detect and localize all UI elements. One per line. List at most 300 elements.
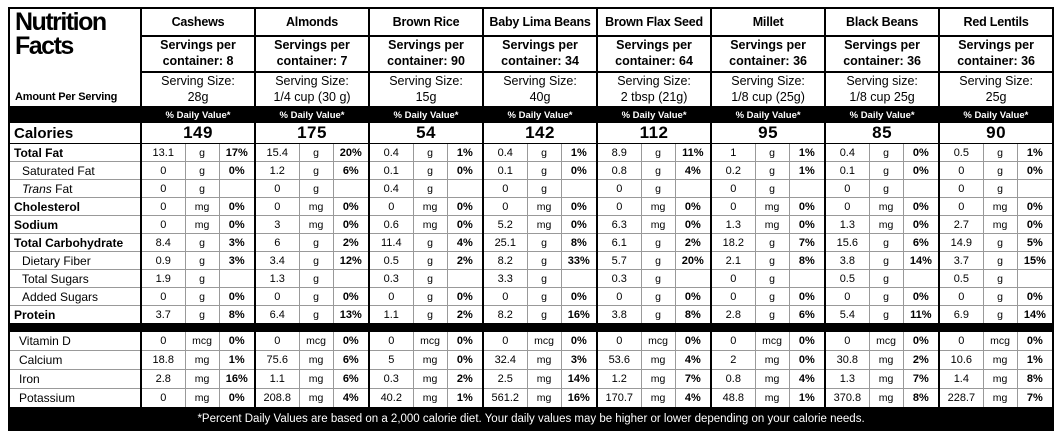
daily-value-cell: 11%	[675, 144, 711, 162]
amount-cell: 0	[825, 331, 869, 351]
daily-value-cell: 0%	[789, 198, 825, 216]
daily-value-cell: 7%	[675, 370, 711, 389]
daily-value-cell: 2%	[903, 351, 939, 370]
unit-cell: g	[299, 270, 333, 288]
daily-value-cell: 1%	[447, 389, 483, 409]
unit-cell: g	[641, 162, 675, 180]
unit-cell: g	[755, 144, 789, 162]
serving-size-cell: Serving Size: 40g	[483, 72, 597, 107]
amount-cell: 1.4	[939, 370, 983, 389]
unit-cell: mcg	[983, 331, 1017, 351]
unit-cell: g	[869, 306, 903, 325]
amount-cell: 0	[597, 180, 641, 198]
amount-cell: 0	[141, 198, 185, 216]
unit-cell: g	[641, 234, 675, 252]
amount-cell: 0	[483, 331, 527, 351]
daily-value-cell: 0%	[1017, 162, 1053, 180]
daily-value-cell: 1%	[789, 162, 825, 180]
daily-value-cell: 6%	[333, 162, 369, 180]
daily-value-cell	[219, 270, 255, 288]
daily-value-cell: 20%	[675, 252, 711, 270]
amount-cell: 2.8	[711, 306, 755, 325]
calories-label: Calories	[9, 123, 141, 144]
daily-value-cell	[675, 180, 711, 198]
daily-value-cell: 0%	[447, 216, 483, 234]
amount-cell: 3.8	[597, 306, 641, 325]
unit-cell: g	[185, 288, 219, 306]
amount-cell: 0	[597, 198, 641, 216]
unit-cell: g	[299, 144, 333, 162]
unit-cell: mg	[641, 216, 675, 234]
unit-cell: g	[869, 252, 903, 270]
amount-cell: 0.2	[711, 162, 755, 180]
product-name-cell: Brown Flax Seed	[597, 8, 711, 36]
amount-cell: 0.1	[369, 162, 413, 180]
daily-value-cell: 0%	[333, 288, 369, 306]
unit-cell: g	[641, 144, 675, 162]
amount-cell: 3.3	[483, 270, 527, 288]
unit-cell: mg	[755, 370, 789, 389]
amount-cell: 6.4	[255, 306, 299, 325]
unit-cell: mg	[527, 216, 561, 234]
unit-cell: g	[869, 288, 903, 306]
amount-cell: 0.8	[597, 162, 641, 180]
daily-value-cell: 0%	[447, 288, 483, 306]
amount-cell: 1.2	[597, 370, 641, 389]
unit-cell: mg	[527, 198, 561, 216]
unit-cell: g	[185, 144, 219, 162]
calories-value-cell: 95	[711, 123, 825, 144]
daily-value-cell: 4%	[789, 370, 825, 389]
serving-size-cell: Serving Size: 2 tbsp (21g)	[597, 72, 711, 107]
unit-cell: mg	[641, 389, 675, 409]
unit-cell: g	[185, 234, 219, 252]
daily-value-cell: 13%	[333, 306, 369, 325]
nutrient-label-cell: Protein	[9, 306, 141, 325]
amount-cell: 370.8	[825, 389, 869, 409]
unit-cell: mg	[299, 351, 333, 370]
daily-value-cell	[675, 270, 711, 288]
calories-value-cell: 112	[597, 123, 711, 144]
daily-value-cell: 4%	[675, 162, 711, 180]
amount-cell: 8.4	[141, 234, 185, 252]
daily-value-cell: 2%	[447, 306, 483, 325]
amount-cell: 1.3	[711, 216, 755, 234]
amount-cell: 0	[825, 288, 869, 306]
amount-cell: 8.2	[483, 306, 527, 325]
daily-value-cell	[903, 270, 939, 288]
unit-cell: g	[869, 234, 903, 252]
amount-cell: 2.5	[483, 370, 527, 389]
unit-cell: mg	[869, 216, 903, 234]
amount-cell: 1.1	[369, 306, 413, 325]
daily-value-cell	[219, 180, 255, 198]
unit-cell: mg	[869, 370, 903, 389]
amount-cell: 0	[597, 331, 641, 351]
amount-cell: 2.7	[939, 216, 983, 234]
daily-value-cell: 15%	[1017, 252, 1053, 270]
amount-cell: 18.2	[711, 234, 755, 252]
unit-cell: mg	[185, 216, 219, 234]
daily-value-cell: 3%	[561, 351, 597, 370]
servings-per-container-cell: Servings per container: 34	[483, 36, 597, 72]
unit-cell: mcg	[527, 331, 561, 351]
unit-cell: mg	[755, 216, 789, 234]
unit-cell: g	[413, 180, 447, 198]
unit-cell: mg	[755, 389, 789, 409]
daily-value-cell: 14%	[903, 252, 939, 270]
unit-cell: g	[983, 162, 1017, 180]
amount-cell: 0.5	[825, 270, 869, 288]
unit-cell: mg	[527, 370, 561, 389]
daily-value-cell: 8%	[561, 234, 597, 252]
unit-cell: g	[983, 180, 1017, 198]
product-name-cell: Brown Rice	[369, 8, 483, 36]
unit-cell: g	[527, 234, 561, 252]
daily-value-cell	[789, 270, 825, 288]
unit-cell: g	[755, 306, 789, 325]
daily-value-cell: 0%	[903, 144, 939, 162]
unit-cell: mg	[299, 370, 333, 389]
calories-value-cell: 175	[255, 123, 369, 144]
unit-cell: mg	[983, 389, 1017, 409]
amount-cell: 15.6	[825, 234, 869, 252]
daily-value-cell	[333, 180, 369, 198]
amount-cell: 5.7	[597, 252, 641, 270]
nutrient-label-cell: Trans Fat	[9, 180, 141, 198]
amount-cell: 6.1	[597, 234, 641, 252]
calories-value-cell: 54	[369, 123, 483, 144]
unit-cell: g	[413, 234, 447, 252]
footnote: *Percent Daily Values are based on a 2,000 calorie diet. Your daily values may be higher or lower depending on your calorie needs.	[9, 408, 1053, 430]
amount-cell: 0	[711, 180, 755, 198]
daily-value-cell: 0%	[675, 198, 711, 216]
amount-cell: 0	[255, 198, 299, 216]
servings-per-container-cell: Servings per container: 36	[825, 36, 939, 72]
daily-value-cell	[1017, 180, 1053, 198]
daily-value-cell: 0%	[675, 288, 711, 306]
daily-value-cell	[561, 180, 597, 198]
daily-value-cell	[561, 270, 597, 288]
daily-value-cell: 12%	[333, 252, 369, 270]
daily-value-cell: 7%	[789, 234, 825, 252]
product-name-cell: Almonds	[255, 8, 369, 36]
amount-cell: 0.5	[939, 270, 983, 288]
serving-size-cell: Serving Size: 25g	[939, 72, 1053, 107]
nutrition-facts-panel	[9, 8, 141, 107]
amount-cell: 0	[939, 288, 983, 306]
daily-value-cell: 2%	[447, 370, 483, 389]
unit-cell: mg	[413, 216, 447, 234]
nutrient-label-cell: Calcium	[9, 351, 141, 370]
amount-cell: 0.5	[369, 252, 413, 270]
product-name-cell: Red Lentils	[939, 8, 1053, 36]
amount-cell: 0	[939, 331, 983, 351]
unit-cell: g	[413, 306, 447, 325]
unit-cell: g	[527, 306, 561, 325]
amount-cell: 0.9	[141, 252, 185, 270]
daily-value-cell: 0%	[447, 331, 483, 351]
serving-size-cell: Serving Size: 1/8 cup (25g)	[711, 72, 825, 107]
daily-value-cell: 0%	[789, 351, 825, 370]
amount-cell: 3	[255, 216, 299, 234]
daily-value-cell: 0%	[447, 162, 483, 180]
amount-cell: 1.1	[255, 370, 299, 389]
amount-cell: 53.6	[597, 351, 641, 370]
daily-value-cell: 17%	[219, 144, 255, 162]
unit-cell: mg	[527, 389, 561, 409]
daily-value-cell: 5%	[1017, 234, 1053, 252]
nutrient-label-cell: Potassium	[9, 389, 141, 409]
serving-size-cell: Serving size: 1/8 cup 25g	[825, 72, 939, 107]
amount-cell: 0	[597, 288, 641, 306]
daily-value-cell: 0%	[903, 216, 939, 234]
daily-value-cell	[903, 180, 939, 198]
daily-value-cell: 2%	[675, 234, 711, 252]
unit-cell: g	[527, 162, 561, 180]
amount-cell: 0	[825, 180, 869, 198]
thick-divider	[9, 324, 1053, 331]
product-name-cell: Cashews	[141, 8, 255, 36]
daily-value-cell: 7%	[903, 370, 939, 389]
unit-cell: g	[299, 162, 333, 180]
daily-value-cell: 8%	[1017, 370, 1053, 389]
daily-value-cell	[447, 270, 483, 288]
unit-cell: g	[755, 252, 789, 270]
unit-cell: mg	[641, 370, 675, 389]
calories-value-cell: 142	[483, 123, 597, 144]
amount-cell: 0	[483, 288, 527, 306]
daily-value-cell: 0%	[903, 162, 939, 180]
nutrient-label-cell: Dietary Fiber	[9, 252, 141, 270]
unit-cell: g	[869, 180, 903, 198]
unit-cell: mcg	[299, 331, 333, 351]
amount-cell: 0	[141, 331, 185, 351]
amount-cell: 3.7	[141, 306, 185, 325]
daily-value-cell: 0%	[789, 288, 825, 306]
unit-cell: mg	[185, 389, 219, 409]
amount-cell: 11.4	[369, 234, 413, 252]
unit-cell: g	[413, 270, 447, 288]
unit-cell: g	[185, 252, 219, 270]
serving-size-cell: Serving Size: 28g	[141, 72, 255, 107]
amount-cell: 0.4	[483, 144, 527, 162]
serving-size-cell: Serving Size: 1/4 cup (30 g)	[255, 72, 369, 107]
daily-value-cell: 16%	[561, 389, 597, 409]
product-name-cell: Baby Lima Beans	[483, 8, 597, 36]
amount-cell: 0.1	[825, 162, 869, 180]
unit-cell: mg	[869, 389, 903, 409]
daily-value-cell: 33%	[561, 252, 597, 270]
amount-cell: 0	[369, 331, 413, 351]
servings-per-container-cell: Servings per container: 8	[141, 36, 255, 72]
daily-value-cell: 0%	[219, 331, 255, 351]
daily-value-cell: 0%	[561, 216, 597, 234]
daily-value-cell: 0%	[219, 389, 255, 409]
amount-cell: 75.6	[255, 351, 299, 370]
daily-value-header-cell: % Daily Value*	[483, 107, 597, 123]
amount-cell: 6	[255, 234, 299, 252]
daily-value-cell: 16%	[561, 306, 597, 325]
amount-cell: 0.8	[711, 370, 755, 389]
daily-value-cell: 1%	[1017, 144, 1053, 162]
amount-cell: 0.3	[369, 270, 413, 288]
daily-value-cell: 0%	[333, 198, 369, 216]
nutrient-label-cell: Total Fat	[9, 144, 141, 162]
amount-cell: 170.7	[597, 389, 641, 409]
unit-cell: mg	[755, 351, 789, 370]
title-line-2: Facts	[15, 31, 73, 60]
unit-cell: g	[755, 288, 789, 306]
daily-value-header-cell: % Daily Value*	[597, 107, 711, 123]
unit-cell: mcg	[185, 331, 219, 351]
servings-per-container-cell: Servings per container: 7	[255, 36, 369, 72]
unit-cell: mg	[413, 198, 447, 216]
daily-value-cell: 0%	[1017, 288, 1053, 306]
daily-value-header-cell: % Daily Value*	[141, 107, 255, 123]
unit-cell: g	[299, 234, 333, 252]
servings-per-container-cell: Servings per container: 36	[939, 36, 1053, 72]
unit-cell: g	[641, 288, 675, 306]
daily-value-cell: 16%	[219, 370, 255, 389]
amount-cell: 8.9	[597, 144, 641, 162]
amount-cell: 0	[141, 389, 185, 409]
amount-cell: 0	[825, 198, 869, 216]
amount-cell: 1.3	[255, 270, 299, 288]
calories-value-cell: 90	[939, 123, 1053, 144]
amount-cell: 3.8	[825, 252, 869, 270]
amount-cell: 208.8	[255, 389, 299, 409]
amount-cell: 0	[255, 180, 299, 198]
amount-cell: 5.2	[483, 216, 527, 234]
daily-value-cell	[789, 180, 825, 198]
daily-value-cell: 4%	[675, 389, 711, 409]
daily-value-cell: 8%	[789, 252, 825, 270]
amount-cell: 228.7	[939, 389, 983, 409]
unit-cell: g	[641, 306, 675, 325]
daily-value-cell: 6%	[903, 234, 939, 252]
amount-cell: 3.4	[255, 252, 299, 270]
amount-cell: 8.2	[483, 252, 527, 270]
daily-value-header-cell: % Daily Value*	[255, 107, 369, 123]
unit-cell: mg	[299, 389, 333, 409]
amount-cell: 0.4	[369, 180, 413, 198]
daily-value-cell: 6%	[789, 306, 825, 325]
daily-value-cell: 0%	[1017, 331, 1053, 351]
amount-cell: 0	[939, 198, 983, 216]
calories-value-cell: 85	[825, 123, 939, 144]
calories-value-cell: 149	[141, 123, 255, 144]
unit-cell: mcg	[869, 331, 903, 351]
serving-size-cell: Serving Size: 15g	[369, 72, 483, 107]
daily-value-cell: 0%	[675, 216, 711, 234]
unit-cell: mg	[755, 198, 789, 216]
amount-cell: 2	[711, 351, 755, 370]
unit-cell: g	[641, 252, 675, 270]
amount-cell: 0	[711, 198, 755, 216]
unit-cell: g	[299, 252, 333, 270]
amount-cell: 5.4	[825, 306, 869, 325]
unit-cell: mg	[983, 198, 1017, 216]
daily-value-cell: 0%	[903, 198, 939, 216]
amount-cell: 0	[711, 331, 755, 351]
unit-cell: g	[299, 288, 333, 306]
amount-cell: 0	[711, 270, 755, 288]
unit-cell: g	[755, 270, 789, 288]
daily-value-cell: 1%	[219, 351, 255, 370]
daily-value-cell: 3%	[219, 234, 255, 252]
unit-cell: mg	[983, 351, 1017, 370]
unit-cell: g	[413, 162, 447, 180]
unit-cell: g	[527, 180, 561, 198]
unit-cell: g	[983, 306, 1017, 325]
unit-cell: mg	[983, 216, 1017, 234]
unit-cell: mg	[185, 351, 219, 370]
unit-cell: g	[755, 180, 789, 198]
unit-cell: g	[755, 234, 789, 252]
nutrient-label-cell: Iron	[9, 370, 141, 389]
daily-value-cell: 0%	[333, 331, 369, 351]
amount-cell: 0	[483, 180, 527, 198]
amount-cell: 0	[483, 198, 527, 216]
unit-cell: mg	[983, 370, 1017, 389]
daily-value-cell: 2%	[447, 252, 483, 270]
amount-cell: 18.8	[141, 351, 185, 370]
daily-value-cell: 4%	[447, 234, 483, 252]
unit-cell: g	[983, 234, 1017, 252]
daily-value-cell: 0%	[561, 288, 597, 306]
amount-cell: 0	[141, 216, 185, 234]
amount-cell: 14.9	[939, 234, 983, 252]
nutrient-label-cell: Cholesterol	[9, 198, 141, 216]
amount-cell: 0.4	[825, 144, 869, 162]
unit-cell: g	[299, 180, 333, 198]
unit-cell: g	[527, 270, 561, 288]
unit-cell: g	[755, 162, 789, 180]
daily-value-cell: 0%	[219, 198, 255, 216]
daily-value-cell	[1017, 270, 1053, 288]
daily-value-header-cell: % Daily Value*	[825, 107, 939, 123]
daily-value-cell: 0%	[561, 331, 597, 351]
daily-value-cell: 1%	[447, 144, 483, 162]
daily-value-cell: 14%	[1017, 306, 1053, 325]
unit-cell: mg	[299, 216, 333, 234]
unit-cell: g	[527, 288, 561, 306]
amount-cell: 6.3	[597, 216, 641, 234]
unit-cell: g	[983, 288, 1017, 306]
unit-cell: g	[185, 162, 219, 180]
nutrient-label-cell: Total Carbohydrate	[9, 234, 141, 252]
amount-cell: 2.8	[141, 370, 185, 389]
daily-value-cell: 8%	[675, 306, 711, 325]
unit-cell: mcg	[755, 331, 789, 351]
unit-cell: g	[299, 306, 333, 325]
amount-cell: 3.7	[939, 252, 983, 270]
amount-cell: 0	[255, 288, 299, 306]
amount-cell: 1.2	[255, 162, 299, 180]
daily-value-cell: 1%	[561, 144, 597, 162]
title-line-1: Nutrition	[15, 8, 106, 36]
daily-value-cell	[333, 270, 369, 288]
daily-value-cell: 0%	[903, 331, 939, 351]
unit-cell: g	[641, 270, 675, 288]
amount-cell: 1.3	[825, 216, 869, 234]
amount-per-serving-label: Amount Per Serving	[15, 91, 118, 103]
daily-value-cell: 0%	[561, 198, 597, 216]
nutrient-label-cell: Sodium	[9, 216, 141, 234]
daily-value-cell: 0%	[219, 288, 255, 306]
amount-cell: 25.1	[483, 234, 527, 252]
